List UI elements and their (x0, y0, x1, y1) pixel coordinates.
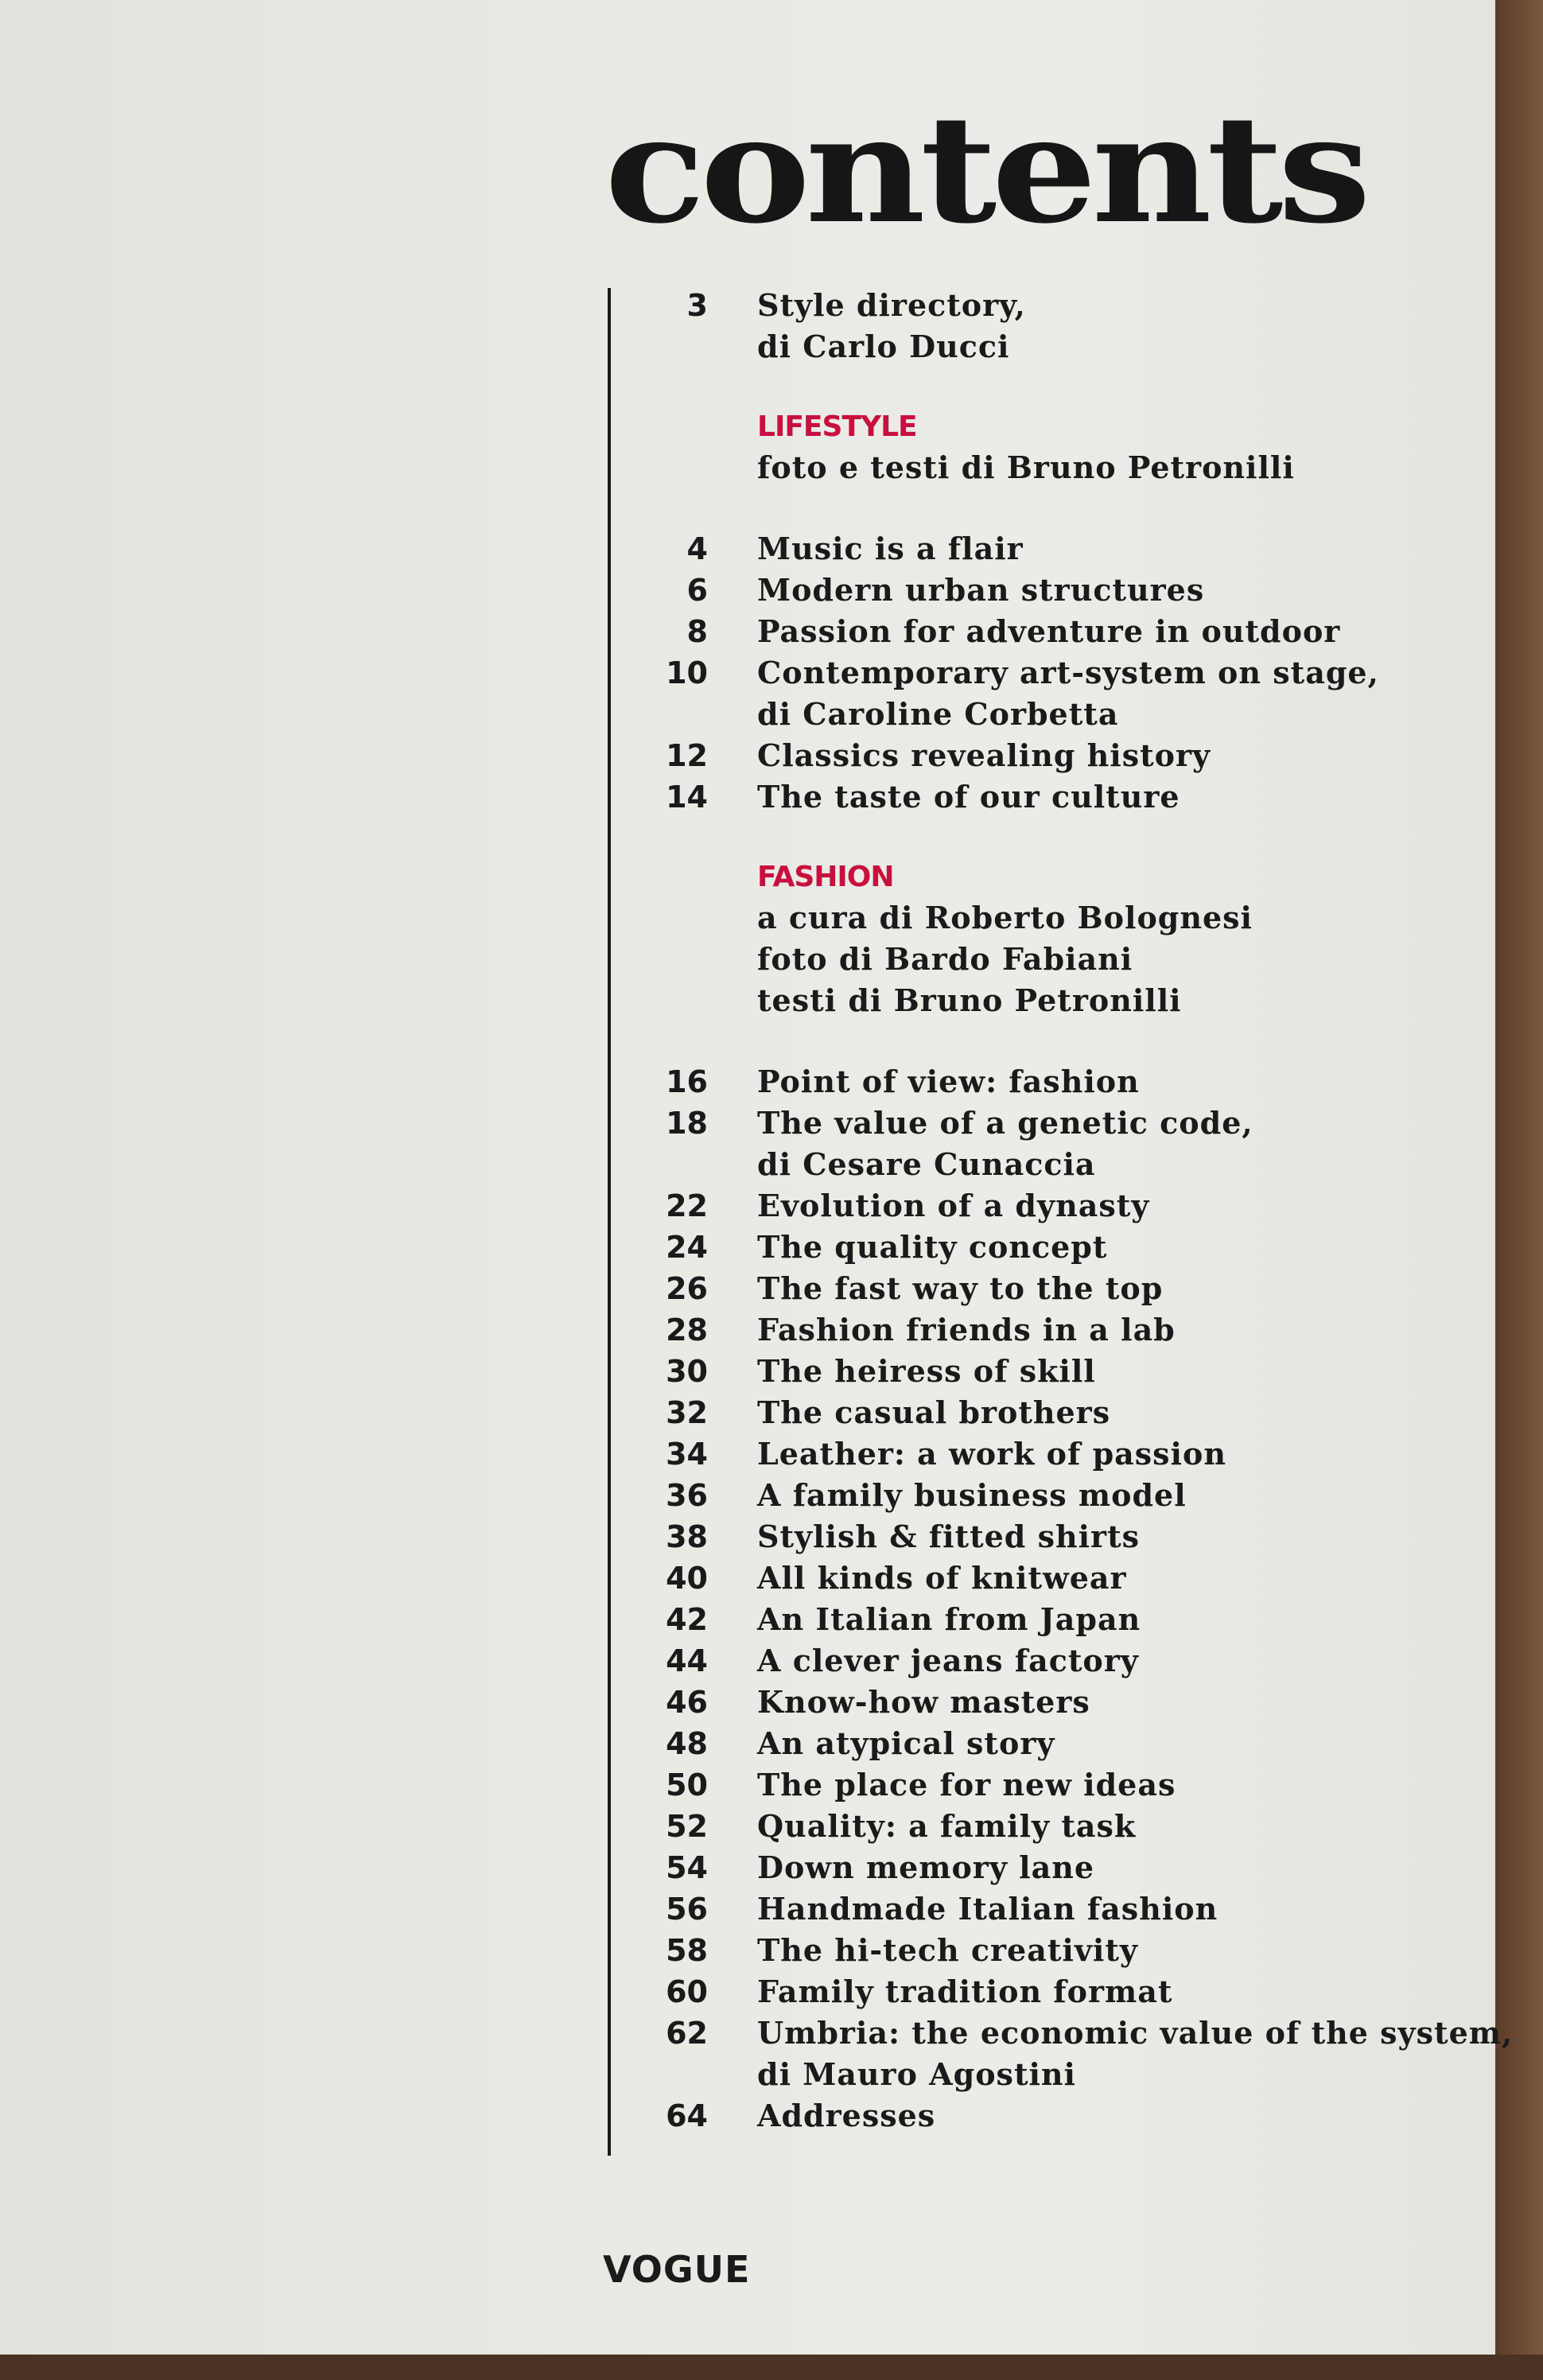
page-number: 52 (666, 1809, 708, 1844)
toc-entry (636, 1558, 1495, 1599)
entry-title (757, 1475, 1187, 1516)
entry-line: Down memory lane (757, 1849, 1094, 1885)
entry-title (757, 1640, 1139, 1682)
entry-title (757, 1268, 1163, 1309)
section-label-fashion: FASHION (757, 861, 894, 893)
entry-line: Addresses (757, 2098, 936, 2133)
toc-entry (636, 1392, 1495, 1433)
fashion-header (757, 858, 1495, 1021)
entry-line: The casual brothers (757, 1394, 1111, 1430)
entry-title (757, 1558, 1127, 1599)
toc-entry (636, 2095, 1495, 2137)
entry-line: di Cesare Cunaccia (757, 1146, 1096, 1182)
page-number: 58 (666, 1933, 708, 1968)
entry-line: The hi-tech creativity (757, 1932, 1138, 1968)
toc-entry (636, 2012, 1514, 2095)
section-credit-line: a cura di Roberto Bolognesi (757, 900, 1253, 935)
page-number: 24 (666, 1230, 708, 1265)
page-number: 10 (666, 655, 708, 690)
entry-title (757, 1516, 1140, 1558)
toc-entry (636, 1185, 1495, 1227)
entry-line: All kinds of knitwear (757, 1560, 1127, 1596)
page-number: 34 (666, 1437, 708, 1472)
entry-title (757, 1930, 1138, 1971)
page-number: 36 (666, 1478, 708, 1513)
entry-title (757, 1309, 1176, 1351)
page-number: 64 (666, 2098, 708, 2133)
toc-entry (636, 611, 1495, 652)
entry-line: Point of view: fashion (757, 1064, 1140, 1099)
lifestyle-header (757, 407, 1495, 488)
fashion-credits (757, 897, 1495, 1021)
entry-line: Fashion friends in a lab (757, 1312, 1176, 1348)
entry-line: Style directory, (757, 287, 1026, 323)
page-number: 12 (666, 738, 708, 773)
page-number: 6 (686, 573, 708, 608)
page-number: 54 (666, 1850, 708, 1885)
entry-line: Evolution of a dynasty (757, 1188, 1150, 1223)
page-number: 28 (666, 1312, 708, 1348)
entry-line: Leather: a work of passion (757, 1436, 1226, 1472)
page-number: 44 (666, 1643, 708, 1678)
entry-title (757, 611, 1340, 652)
page-number: 14 (666, 780, 708, 815)
toc-entry (636, 1227, 1495, 1268)
page-number: 32 (666, 1395, 708, 1430)
entry-title (757, 1061, 1140, 1102)
entry-line: Passion for adventure in outdoor (757, 613, 1341, 649)
page-number: 3 (686, 288, 708, 323)
entry-line: di Carlo Ducci (757, 329, 1010, 364)
entry-title (757, 2012, 1513, 2095)
toc-entry (636, 1847, 1495, 1888)
toc-entry (636, 776, 1495, 818)
entry-title (757, 652, 1379, 735)
toc-entry (636, 1433, 1495, 1475)
entry-line: Handmade Italian fashion (757, 1891, 1218, 1927)
entry-title (757, 285, 1026, 368)
entry-title (757, 1227, 1107, 1268)
entry-line: A clever jeans factory (757, 1643, 1139, 1678)
entry-title (757, 1392, 1110, 1433)
intro-section (636, 285, 1495, 368)
toc-entry (636, 1516, 1495, 1558)
page-number: 42 (666, 1602, 708, 1637)
entry-line: The place for new ideas (757, 1767, 1176, 1802)
entry-line: A family business model (757, 1477, 1187, 1513)
page-title: contents (604, 82, 1366, 256)
page-number: 48 (666, 1726, 708, 1761)
entry-title (757, 1102, 1253, 1185)
toc-entry (636, 285, 1495, 368)
entry-line: The heiress of skill (757, 1353, 1096, 1389)
table-of-contents (636, 285, 1514, 2137)
page-number: 16 (666, 1064, 708, 1099)
entry-line: Music is a flair (757, 531, 1024, 566)
entry-title (757, 1599, 1141, 1640)
page-number: 30 (666, 1354, 708, 1389)
entry-line: di Mauro Agostini (757, 2056, 1076, 2092)
toc-entry (636, 1309, 1495, 1351)
toc-entry (636, 1640, 1495, 1682)
entry-title (757, 1971, 1172, 2012)
toc-entry (636, 1930, 1495, 1971)
entry-line: Umbria: the economic value of the system, (757, 2015, 1514, 2051)
page-number: 50 (666, 1768, 708, 1802)
entry-line: di Caroline Corbetta (757, 696, 1119, 732)
toc-entry (636, 1806, 1495, 1847)
toc-entry (636, 528, 1495, 570)
entry-title (757, 528, 1024, 570)
toc-entry (636, 735, 1495, 776)
page-number: 56 (666, 1892, 708, 1927)
entry-line: The quality concept (757, 1229, 1108, 1265)
entry-line: Contemporary art-system on stage, (757, 655, 1379, 690)
vertical-rule (608, 288, 611, 2156)
brand-logo: VOGUE (603, 2248, 751, 2291)
entry-line: Family tradition format (757, 1974, 1173, 2009)
entry-line: Classics revealing history (757, 737, 1211, 773)
section-label-lifestyle: LIFESTYLE (757, 410, 917, 443)
entry-title (757, 776, 1180, 818)
entry-title (757, 1185, 1149, 1227)
page-number: 4 (686, 531, 708, 566)
toc-entry (636, 1102, 1495, 1185)
page-number: 38 (666, 1519, 708, 1554)
page-number: 40 (666, 1561, 708, 1596)
toc-entry (636, 1351, 1495, 1392)
page-number: 62 (666, 2016, 708, 2051)
entry-line: Modern urban structures (757, 572, 1205, 608)
entry-title (757, 1723, 1055, 1764)
entry-line: An atypical story (757, 1725, 1055, 1761)
lifestyle-entries (636, 528, 1495, 818)
toc-entry (636, 1599, 1495, 1640)
entry-title (757, 1351, 1096, 1392)
entry-line: The taste of our culture (757, 779, 1180, 815)
entry-line: The value of a genetic code, (757, 1105, 1253, 1141)
page-number: 46 (666, 1685, 708, 1720)
toc-entry (636, 1268, 1495, 1309)
toc-entry (636, 1475, 1495, 1516)
toc-entry (636, 1723, 1495, 1764)
toc-entry (636, 1682, 1495, 1723)
entry-line: Know-how masters (757, 1684, 1090, 1720)
entry-title (757, 1888, 1218, 1930)
page-number: 8 (686, 614, 708, 649)
entry-title (757, 570, 1204, 611)
toc-entry (636, 652, 1495, 735)
entry-title (757, 1682, 1090, 1723)
entry-title (757, 2095, 935, 2137)
entry-line: Quality: a family task (757, 1808, 1137, 1844)
table-surface-bottom (0, 2355, 1543, 2380)
toc-entry (636, 570, 1495, 611)
entry-line: The fast way to the top (757, 1270, 1164, 1306)
lifestyle-credits (757, 447, 1495, 488)
toc-entry (636, 1061, 1495, 1102)
section-credit-line: foto e testi di Bruno Petronilli (757, 449, 1295, 485)
toc-entry (636, 1764, 1495, 1806)
page-number: 26 (666, 1271, 708, 1306)
entry-title (757, 1433, 1226, 1475)
fashion-entries (636, 1061, 1514, 2137)
entry-line: Stylish & fitted shirts (757, 1519, 1141, 1554)
entry-title (757, 1764, 1176, 1806)
page-number: 60 (666, 1974, 708, 2009)
page-number: 22 (666, 1188, 708, 1223)
page-number: 18 (666, 1106, 708, 1141)
entry-title (757, 1806, 1136, 1847)
toc-entry (636, 1971, 1495, 2012)
entry-title (757, 735, 1211, 776)
toc-entry (636, 1888, 1495, 1930)
section-credit-line: foto di Bardo Fabiani (757, 941, 1133, 977)
entry-line: An Italian from Japan (757, 1601, 1141, 1637)
entry-title (757, 1847, 1094, 1888)
section-credit-line: testi di Bruno Petronilli (757, 982, 1182, 1018)
